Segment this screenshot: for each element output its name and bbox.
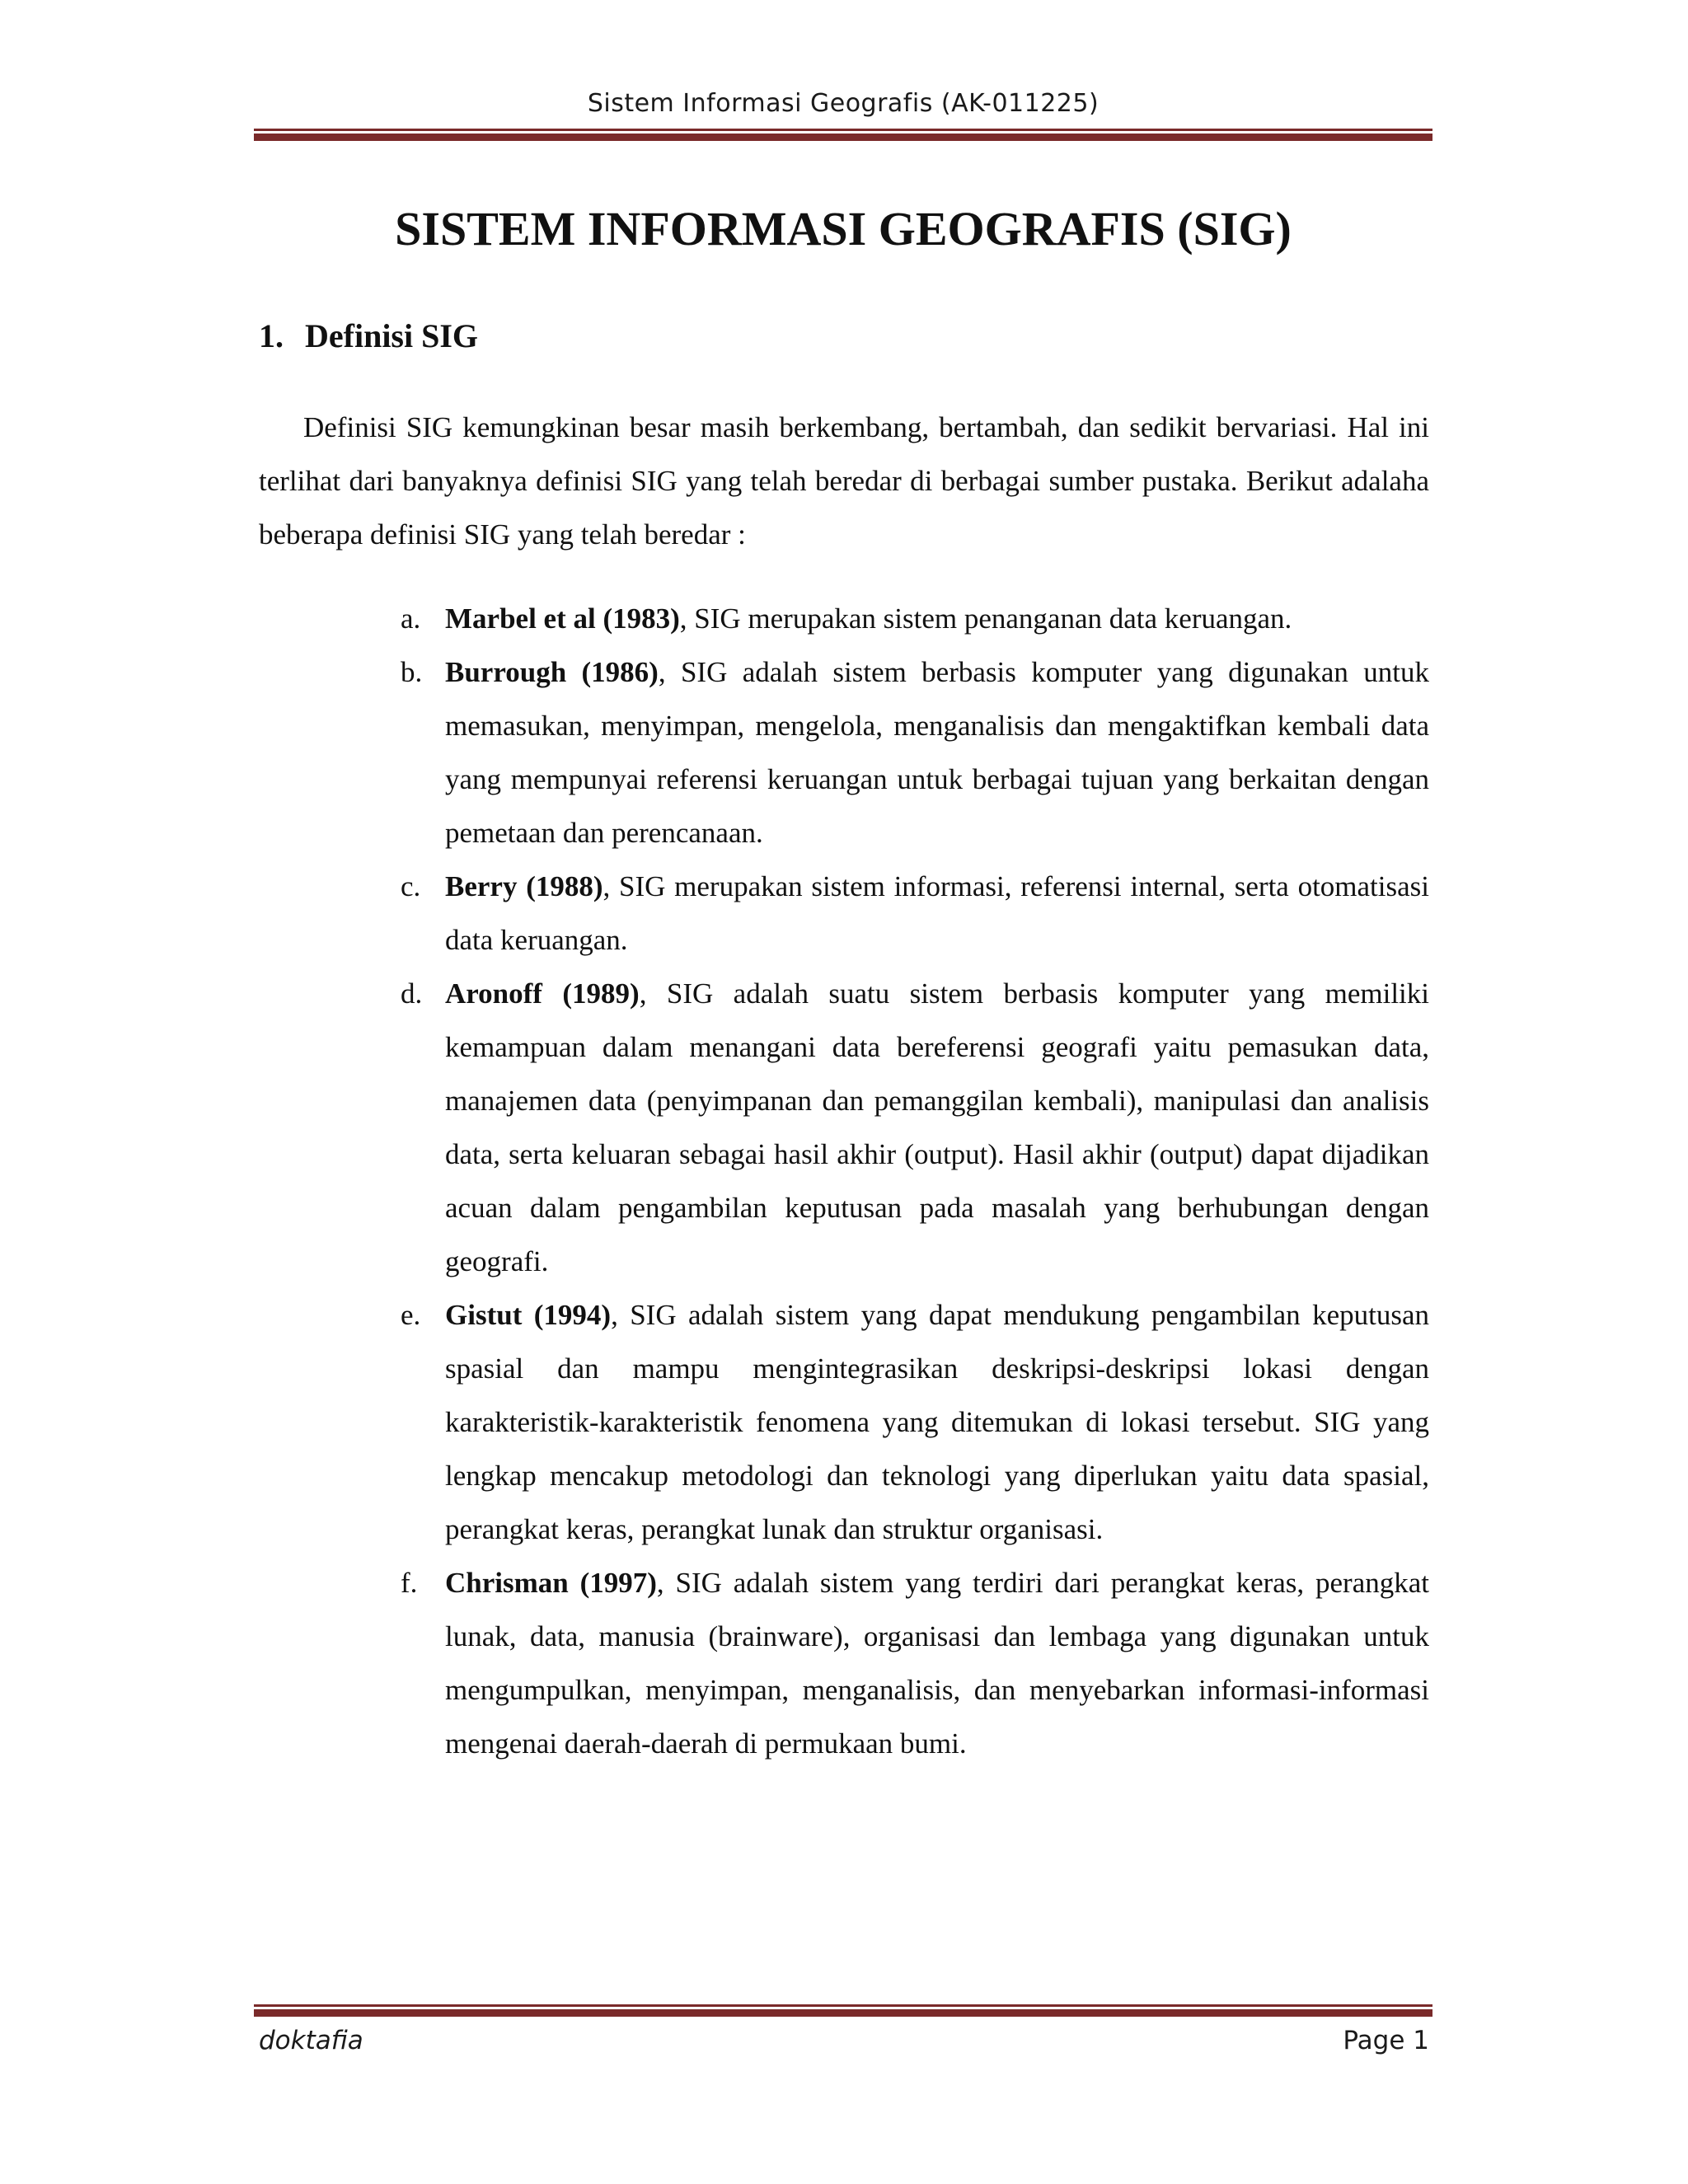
definition-list <box>401 592 1429 1770</box>
section-number: 1. <box>259 317 284 354</box>
definition-text: , SIG merupakan sistem informasi, referensi internal, serta otomatisasi data keruangan. <box>445 870 1430 956</box>
definition-item <box>401 592 1429 645</box>
list-marker: c. <box>401 870 421 902</box>
definition-item <box>401 967 1429 1288</box>
list-marker: d. <box>401 977 423 1010</box>
list-marker: b. <box>401 656 423 688</box>
definition-author: Berry (1988) <box>445 870 603 902</box>
section-heading <box>259 316 478 355</box>
definition-item <box>401 1556 1429 1770</box>
definition-item <box>401 1288 1429 1556</box>
definition-text: , SIG adalah sistem yang dapat mendukung pengambilan keputusan spasial dan mampu mengintegrasikan deskripsi-deskripsi lokasi dengan karakteristik-karakteristik fenomena yang ditemukan di lokasi tersebut. SIG yang lengkap mencakup metodologi dan teknologi yang diperlukan yaitu data spasial, perangkat keras, perangkat lunak dan struktur organisasi. <box>445 1299 1429 1545</box>
definition-item <box>401 860 1429 967</box>
list-marker: a. <box>401 602 421 635</box>
document-title: SISTEM INFORMASI GEOGRAFIS (SIG) <box>395 202 1292 255</box>
definition-text: , SIG adalah sistem yang terdiri dari perangkat keras, perangkat lunak, data, manusia (brainware), organisasi dan lembaga yang digunakan untuk mengumpulkan, menyimpan, menganalisis, dan menyebarkan informasi-informasi mengenai daerah-daerah di permukaan bumi. <box>445 1567 1429 1760</box>
definition-item <box>401 645 1429 860</box>
definition-author: Burrough (1986) <box>445 656 659 688</box>
footer-rule <box>254 2004 1432 2017</box>
definition-text: , SIG adalah sistem berbasis komputer yang digunakan untuk memasukan, menyimpan, mengelola, menganalisis dan mengaktifkan kembali data yang mempunyai referensi keruangan untuk berbagai tujuan yang berkaitan dengan pemetaan dan perencanaan. <box>445 656 1429 849</box>
page-number: Page 1 <box>1343 2026 1429 2055</box>
definition-author: Gistut (1994) <box>445 1299 612 1331</box>
definition-author: Marbel et al (1983) <box>445 602 680 635</box>
header-rule <box>254 129 1432 141</box>
footer-author: doktafia <box>259 2026 363 2055</box>
list-marker: f. <box>401 1567 418 1599</box>
definition-text: , SIG adalah suatu sistem berbasis komputer yang memiliki kemampuan dalam menangani data bereferensi geografi yaitu pemasukan data, manajemen data (penyimpanan dan pemanggilan kembali), manipulasi dan analisis data, serta keluaran sebagai hasil akhir (output). Hasil akhir (output) dapat dijadikan acuan dalam pengambilan keputusan pada masalah yang berhubungan dengan geografi. <box>445 977 1430 1277</box>
list-marker: e. <box>401 1299 421 1331</box>
definition-author: Aronoff (1989) <box>445 977 640 1010</box>
section-title: Definisi SIG <box>305 317 479 354</box>
definition-text: , SIG merupakan sistem penanganan data keruangan. <box>679 602 1292 635</box>
running-header: Sistem Informasi Geografis (AK-011225) <box>587 89 1100 118</box>
definition-author: Chrisman (1997) <box>445 1567 657 1599</box>
intro-paragraph: Definisi SIG kemungkinan besar masih berkembang, bertambah, dan sedikit bervariasi. Hal ini terlihat dari banyaknya definisi SIG yang telah beredar di berbagai sumber pustaka. Berikut adalaha beberapa definisi SIG yang telah beredar : <box>259 411 1429 551</box>
